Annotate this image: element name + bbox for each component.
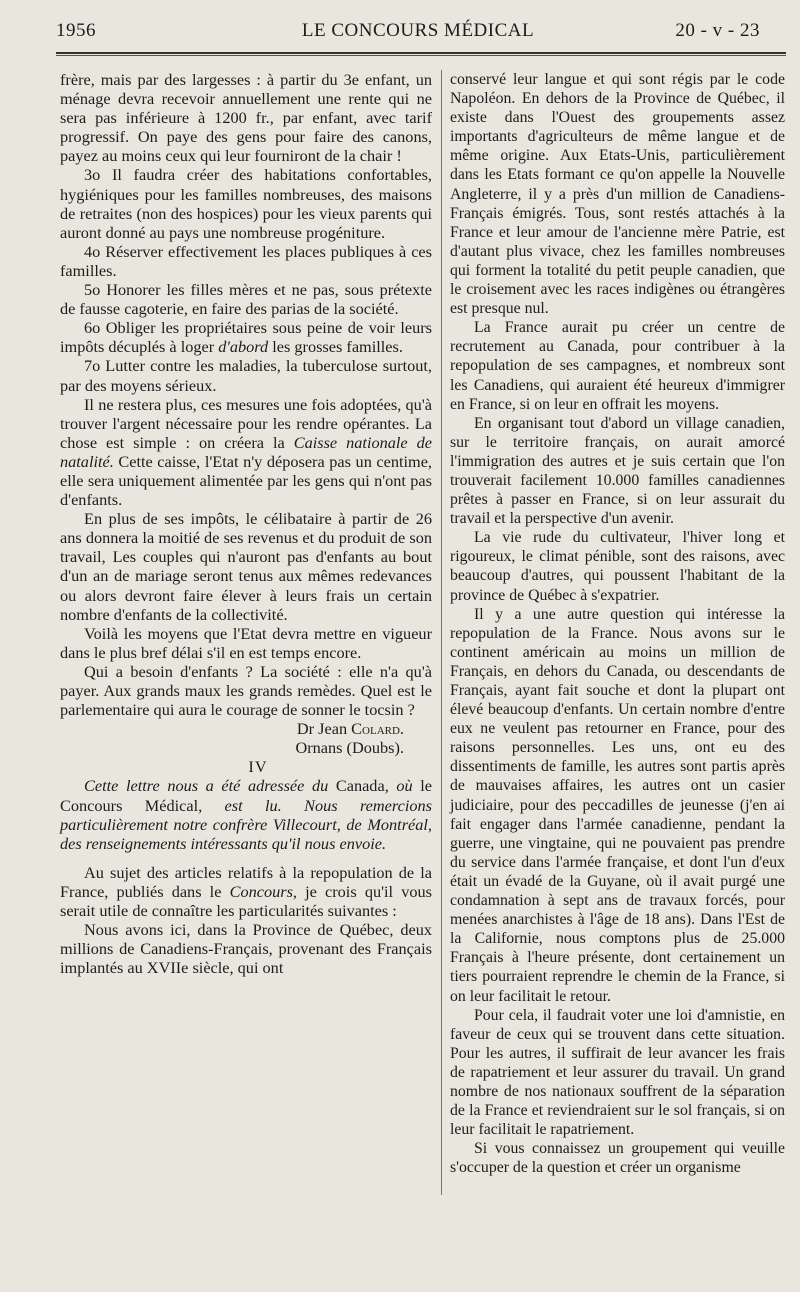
header-rule bbox=[56, 52, 786, 56]
text-run: 6o Obliger les propriétaires sous peine de voir leurs impôts décuplés à loger bbox=[60, 318, 432, 357]
paragraph: 4o Réserver effectivement les places publiques à ces familles. bbox=[60, 241, 432, 280]
paragraph: Voilà les moyens que l'Etat devra mettre en vigueur dans le plus bref délai s'il en est temps encore. bbox=[60, 623, 432, 662]
text-run: Canada bbox=[335, 776, 385, 796]
paragraph bbox=[60, 318, 432, 356]
paragraph bbox=[60, 863, 432, 920]
text-run: Cette caisse, l'Etat n'y déposera pas un centime, elle sera uniquement alimentée par les gens qui n'ont pas d'enfants. bbox=[60, 451, 432, 510]
signature-name bbox=[60, 719, 432, 738]
page-number: 1956 bbox=[56, 20, 96, 41]
paragraph: En organisant tout d'abord un village canadien, sur le territoire français, on aurait amorcé l'immigration des autres et je suis certain que l'on trouverait facilement 10.000 familles canadiennes prêtes à passer en France, si on leur assurait du travail et la perspective d'un avenir. bbox=[450, 414, 785, 528]
right-column bbox=[450, 70, 785, 1177]
spacer bbox=[60, 853, 432, 863]
left-column bbox=[60, 70, 432, 977]
paragraph: 3o Il faudra créer des habitations confortables, hygiéniques pour les familles nombreuses, des maisons de retraites (non des hospices) pour les vieux parents qui auront donné au pays une nombreuse progéniture. bbox=[60, 165, 432, 242]
column-divider bbox=[441, 70, 442, 1195]
text-run: Au sujet des articles relatifs à la repopulation de la France, publiés dans le bbox=[60, 862, 432, 901]
paragraph: Qui a besoin d'enfants ? La société : elle n'a qu'à payer. Aux grands maux les grands remèdes. Quel est le parlementaire qui aura le courage de sonner le tocsin ? bbox=[60, 661, 432, 720]
emphasis: Caisse nationale de natalité. bbox=[60, 432, 432, 471]
paragraph: Si vous connaissez un groupement qui veuille s'occuper de la question et créer un organisme bbox=[450, 1140, 785, 1177]
text-run: le Concours Médical bbox=[60, 776, 432, 815]
paragraph: Il y a une autre question qui intéresse la repopulation de la France. Nous avons sur le continent américain au moins un million de Français, en dehors du Canada, ou descendants de Français, ayant fait souche et dont la plupart ont élevé beaucoup d'enfants. Un certain nombre d'entre eux ne veulent pas retourner en France, pour des raisons personnelles. Les uns, ont eu des dissentiments de famille, les autres sont partis après de mauvaises affaires, les autres ont un casier judiciaire, pour des peccadilles de jeunesse (j'en ai fait engager dans l'armée canadienne, pendant la guerre, une vingtaine, qui ne pouvaient pas prendre du service dans l'armée française, et dont l'un d'eux était un évadé de la Guyane, où il avait purgé une condamnation à sept ans de travaux forcés, pour menées anarchistes à l'âge de 18 ans). Dans l'Est de la Californie, nous comptons plus de 25.000 Français à l'heure présente, dont certainement un tiers pourraient reprendre le chemin de la France, si on leur facilitait le retour. bbox=[450, 605, 785, 1005]
emphasis: d'abord bbox=[218, 337, 269, 357]
signature-place: Ornans (Doubs). bbox=[295, 738, 404, 758]
emphasis: Concours bbox=[229, 881, 293, 901]
paragraph: 7o Lutter contre les maladies, la tuberculose surtout, par des moyens sérieux. bbox=[60, 356, 432, 395]
paragraph bbox=[60, 395, 432, 510]
editorial-note bbox=[60, 776, 432, 852]
paragraph: En plus de ses impôts, le célibataire à partir de 26 ans donnera la moitié de ses revenus et du produit de son travail, Les couples qui n'auront pas d'enfants au bout d'un an de mariage seront tenus aux mêmes redevances ou alors devront faire élever à leurs frais un certain nombre d'enfants de la collectivité. bbox=[60, 509, 432, 624]
paragraph: La vie rude du cultivateur, l'hiver long et rigoureux, le climat pénible, sont des raisons, avec beaucoup d'autres, qui poussent l'habitant de la province de Québec à s'expatrier. bbox=[450, 529, 785, 604]
page-header bbox=[56, 20, 780, 50]
section-number: IV bbox=[248, 757, 268, 777]
journal-title: LE CONCOURS MÉDICAL bbox=[301, 20, 535, 41]
text-run: les grosses familles. bbox=[268, 337, 403, 357]
text-run: , je crois qu'il vous serait utile de connaître les particularités suivantes : bbox=[60, 881, 432, 921]
paragraph: Pour cela, il faudrait voter une loi d'amnistie, en faveur de ceux qui se trouvent dans cette situation. Pour les autres, il suffirait de leur avancer les frais de rapatriement et leur assurer du travail. Un grand nombre de nos nationaux souffrent de la séparation de la France et reviendraient sur le sol français, si on leur facilitait le rapatriement. bbox=[450, 1006, 785, 1139]
text-run: Il ne restera plus, ces mesures une fois adoptées, qu'à trouver l'argent nécessaire pour les rendre opérantes. La chose est simple : on créera la bbox=[60, 394, 432, 452]
text-run: , où bbox=[384, 776, 421, 796]
paragraph: frère, mais par des largesses : à partir du 3e enfant, un ménage devra recevoir annuellement une rente qui ne sera pas inférieure à 1200 fr., par enfant, avec tarif progressif. On paye des gens pour faire des canons, payez au moins ceux qui leur fourniront de la chair ! bbox=[60, 70, 432, 166]
signature-surname: Colard. bbox=[351, 719, 404, 739]
text-run: , est lu. Nous remercions particulièrement notre confrère Villecourt, de Montréal, des renseignements intéressants qu'il nous envoie. bbox=[60, 795, 432, 853]
text-run: Dr Jean bbox=[296, 719, 352, 739]
paragraph: 5o Honorer les filles mères et ne pas, sous prétexte de fausse cagoterie, en faire des parias de la société. bbox=[60, 280, 432, 319]
text-run: Cette lettre nous a été adressée du bbox=[84, 776, 336, 796]
issue-date: 20 - v - 23 bbox=[675, 20, 760, 41]
paragraph: conservé leur langue et qui sont régis par le code Napoléon. En dehors de la Province de Québec, il existe dans l'Ouest des groupements assez importants d'agriculteurs de même langue et de même origine. Aux Etats-Unis, particulièrement dans les Etats formant ce qu'on appelle la Nouvelle Angleterre, il y a près d'un million de Canadiens-Français émigrés. Tous, sont restés attachés à la France et leur amour de l'ancienne mère Patrie, est d'autant plus vivace, chez les familles nombreuses qui forment la totalité du petit peuple canadien, que le croisement avec les races indigènes ou étrangères est presque nul. bbox=[450, 71, 785, 318]
paragraph: La France aurait pu créer un centre de recrutement au Canada, pour contribuer à la repopulation de ses campagnes, et nombreux sont les Canadiens, qui auraient été heureux d'immigrer en France, si on leur en offrait les moyens. bbox=[450, 319, 785, 413]
paragraph: Nous avons ici, dans la Province de Québec, deux millions de Canadiens-Français, provenant des Français implantés au XVIIe siècle, qui ont bbox=[60, 920, 432, 978]
